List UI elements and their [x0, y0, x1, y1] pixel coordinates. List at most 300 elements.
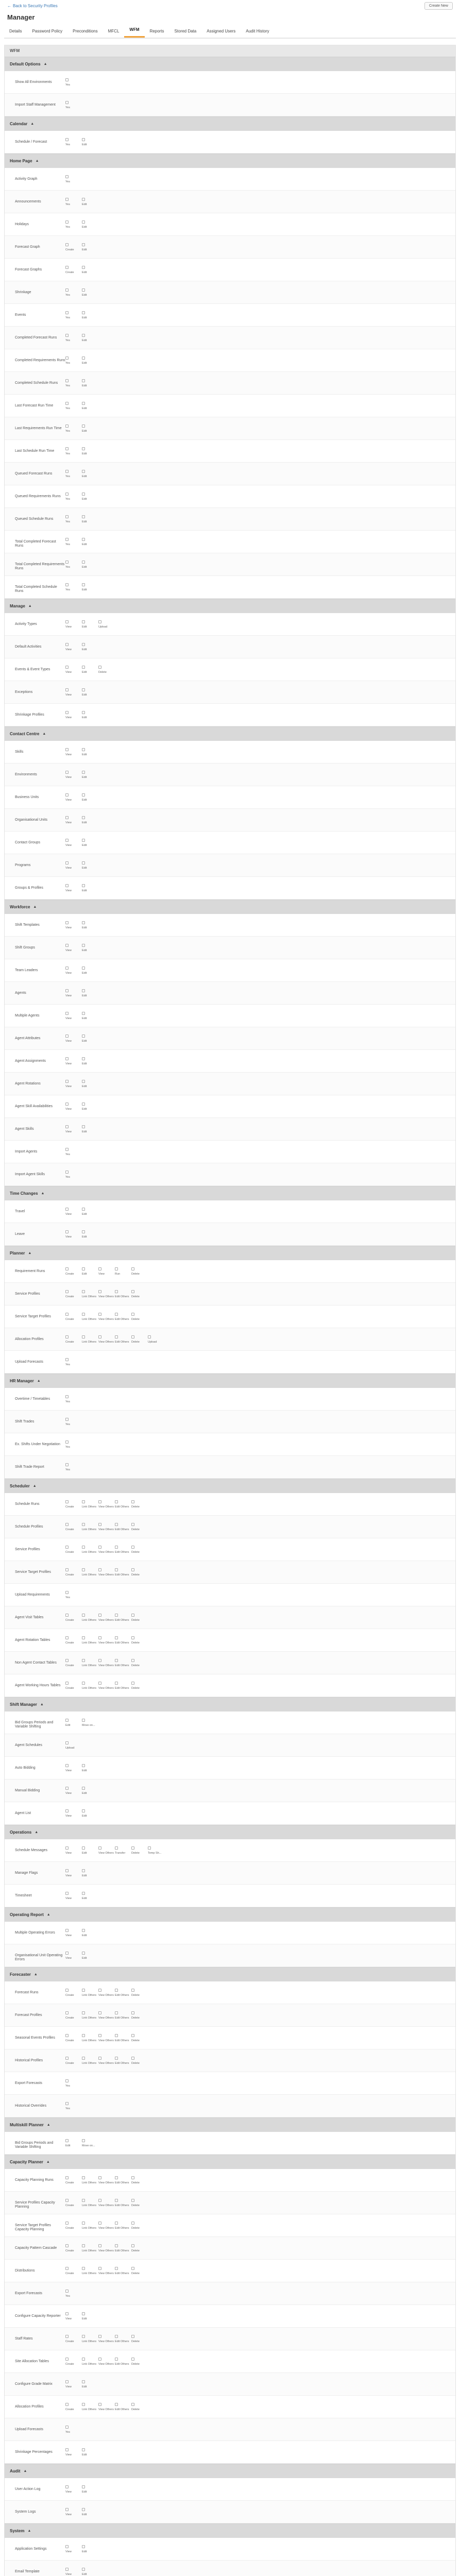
checkbox-box[interactable] — [115, 2011, 118, 2014]
permission-checkbox[interactable] — [98, 2034, 112, 2042]
permission-checkbox[interactable] — [82, 289, 95, 297]
group-header[interactable] — [5, 1967, 455, 1981]
permission-checkbox[interactable] — [65, 1171, 79, 1179]
checkbox-box[interactable] — [65, 967, 69, 970]
permission-checkbox[interactable] — [65, 2485, 79, 2494]
permission-checkbox[interactable] — [65, 2312, 79, 2320]
checkbox-box[interactable] — [65, 921, 69, 924]
group-header[interactable] — [5, 900, 455, 914]
checkbox-box[interactable] — [82, 688, 85, 691]
permission-checkbox[interactable] — [115, 2011, 128, 2020]
checkbox-box[interactable] — [82, 2448, 85, 2451]
permission-checkbox[interactable] — [65, 1741, 79, 1750]
checkbox-box[interactable] — [65, 1080, 69, 1083]
checkbox-box[interactable] — [65, 688, 69, 691]
checkbox-box[interactable] — [65, 1591, 69, 1594]
permission-checkbox[interactable] — [115, 2199, 128, 2207]
checkbox-box[interactable] — [82, 1952, 85, 1955]
chevron-up-icon[interactable]: ▲ — [46, 2160, 50, 2164]
checkbox-box[interactable] — [65, 2244, 69, 2247]
permission-checkbox[interactable] — [82, 1892, 95, 1900]
permission-checkbox[interactable] — [65, 1125, 79, 1133]
chevron-up-icon[interactable]: ▲ — [33, 1973, 38, 1976]
checkbox-box[interactable] — [98, 1267, 101, 1270]
checkbox-box[interactable] — [82, 1809, 85, 1812]
checkbox-box[interactable] — [98, 666, 101, 669]
checkbox-box[interactable] — [82, 1208, 85, 1211]
checkbox-box[interactable] — [65, 470, 69, 473]
checkbox-box[interactable] — [82, 2267, 85, 2270]
checkbox-box[interactable] — [82, 1546, 85, 1549]
permission-checkbox[interactable] — [65, 1440, 79, 1449]
tab-assigned-users[interactable]: Assigned Users — [207, 29, 236, 33]
checkbox-box[interactable] — [65, 1809, 69, 1812]
permission-checkbox[interactable] — [115, 1290, 128, 1298]
checkbox-box[interactable] — [65, 2545, 69, 2548]
permission-checkbox[interactable] — [65, 2403, 79, 2411]
permission-checkbox[interactable] — [115, 1659, 128, 1667]
group-header[interactable] — [5, 2117, 455, 2132]
checkbox-box[interactable] — [98, 2222, 101, 2225]
permission-checkbox[interactable] — [65, 748, 79, 756]
checkbox-box[interactable] — [65, 643, 69, 646]
checkbox-box[interactable] — [98, 2358, 101, 2361]
tab-details[interactable]: Details — [9, 29, 22, 33]
checkbox-box[interactable] — [65, 2139, 69, 2142]
checkbox-box[interactable] — [65, 816, 69, 819]
permission-checkbox[interactable] — [82, 2267, 95, 2275]
checkbox-box[interactable] — [65, 1125, 69, 1128]
checkbox-box[interactable] — [65, 1869, 69, 1872]
checkbox-box[interactable] — [82, 944, 85, 947]
permission-checkbox[interactable] — [65, 2176, 79, 2184]
checkbox-box[interactable] — [131, 1335, 134, 1338]
chevron-up-icon[interactable]: ▲ — [40, 1703, 44, 1706]
permission-checkbox[interactable] — [65, 771, 79, 779]
permission-checkbox[interactable] — [82, 989, 95, 997]
permission-checkbox[interactable] — [131, 1546, 145, 1554]
checkbox-box[interactable] — [115, 1568, 118, 1571]
permission-checkbox[interactable] — [65, 989, 79, 997]
checkbox-box[interactable] — [65, 1614, 69, 1617]
checkbox-box[interactable] — [65, 2079, 69, 2082]
checkbox-box[interactable] — [115, 1659, 118, 1662]
checkbox-box[interactable] — [65, 515, 69, 518]
permission-checkbox[interactable] — [82, 1103, 95, 1111]
group-header[interactable] — [5, 57, 455, 71]
permission-checkbox[interactable] — [98, 2403, 112, 2411]
permission-checkbox[interactable] — [115, 1523, 128, 1531]
checkbox-box[interactable] — [65, 379, 69, 382]
chevron-up-icon[interactable]: ▲ — [41, 1192, 45, 1195]
create-new-button[interactable]: Create New — [424, 2, 453, 10]
permission-checkbox[interactable] — [65, 1080, 79, 1088]
checkbox-box[interactable] — [65, 2335, 69, 2338]
permission-checkbox[interactable] — [82, 1787, 95, 1795]
permission-checkbox[interactable] — [82, 1290, 95, 1298]
permission-checkbox[interactable] — [98, 2358, 112, 2366]
permission-checkbox[interactable] — [65, 402, 79, 410]
permission-checkbox[interactable] — [65, 921, 79, 929]
permission-checkbox[interactable] — [65, 688, 79, 697]
permission-checkbox[interactable] — [82, 2244, 95, 2252]
checkbox-box[interactable] — [115, 1335, 118, 1338]
group-header[interactable] — [5, 2523, 455, 2538]
permission-checkbox[interactable] — [82, 538, 95, 546]
checkbox-box[interactable] — [82, 2199, 85, 2202]
permission-checkbox[interactable] — [65, 2508, 79, 2516]
chevron-up-icon[interactable]: ▲ — [23, 2469, 27, 2473]
chevron-up-icon[interactable]: ▲ — [33, 905, 37, 909]
permission-checkbox[interactable] — [82, 2380, 95, 2388]
permission-checkbox[interactable] — [82, 470, 95, 478]
checkbox-box[interactable] — [65, 1395, 69, 1398]
checkbox-box[interactable] — [98, 2244, 101, 2247]
permission-checkbox[interactable] — [82, 1523, 95, 1531]
checkbox-box[interactable] — [65, 1290, 69, 1293]
checkbox-box[interactable] — [65, 1171, 69, 1174]
checkbox-box[interactable] — [98, 2335, 101, 2338]
checkbox-box[interactable] — [82, 2244, 85, 2247]
checkbox-box[interactable] — [65, 583, 69, 586]
permission-checkbox[interactable] — [82, 311, 95, 319]
checkbox-box[interactable] — [82, 1290, 85, 1293]
permission-checkbox[interactable] — [65, 1952, 79, 1960]
permission-checkbox[interactable] — [115, 2176, 128, 2184]
checkbox-box[interactable] — [98, 1313, 101, 1316]
permission-checkbox[interactable] — [82, 2011, 95, 2020]
permission-checkbox[interactable] — [65, 2290, 79, 2298]
chevron-up-icon[interactable]: ▲ — [35, 1831, 39, 1834]
permission-checkbox[interactable] — [65, 538, 79, 546]
permission-checkbox[interactable] — [115, 1335, 128, 1344]
permission-checkbox[interactable] — [65, 221, 79, 229]
checkbox-box[interactable] — [65, 1846, 69, 1850]
permission-checkbox[interactable] — [82, 1208, 95, 1216]
checkbox-box[interactable] — [65, 1440, 69, 1444]
checkbox-box[interactable] — [82, 2139, 85, 2142]
permission-checkbox[interactable] — [65, 1719, 79, 1727]
checkbox-box[interactable] — [115, 2222, 118, 2225]
checkbox-box[interactable] — [82, 289, 85, 292]
permission-checkbox[interactable] — [65, 2034, 79, 2042]
checkbox-box[interactable] — [82, 493, 85, 496]
permission-checkbox[interactable] — [82, 1659, 95, 1667]
group-header[interactable] — [5, 2464, 455, 2478]
checkbox-box[interactable] — [98, 1290, 101, 1293]
permission-checkbox[interactable] — [65, 1846, 79, 1855]
checkbox-box[interactable] — [82, 620, 85, 623]
checkbox-box[interactable] — [65, 538, 69, 541]
permission-checkbox[interactable] — [131, 2011, 145, 2020]
permission-checkbox[interactable] — [98, 1568, 112, 1577]
permission-checkbox[interactable] — [65, 175, 79, 183]
checkbox-box[interactable] — [65, 2568, 69, 2571]
checkbox-box[interactable] — [65, 711, 69, 714]
checkbox-box[interactable] — [65, 1787, 69, 1790]
permission-checkbox[interactable] — [65, 1035, 79, 1043]
checkbox-box[interactable] — [65, 1463, 69, 1466]
back-link[interactable] — [7, 4, 58, 8]
tab-stored-data[interactable]: Stored Data — [174, 29, 197, 33]
checkbox-box[interactable] — [65, 1335, 69, 1338]
checkbox-box[interactable] — [115, 1290, 118, 1293]
chevron-up-icon[interactable]: ▲ — [28, 1251, 32, 1255]
group-header[interactable] — [5, 1825, 455, 1839]
checkbox-box[interactable] — [65, 2508, 69, 2511]
checkbox-box[interactable] — [82, 1267, 85, 1270]
permission-checkbox[interactable] — [131, 1659, 145, 1667]
checkbox-box[interactable] — [65, 138, 69, 141]
checkbox-box[interactable] — [65, 289, 69, 292]
permission-checkbox[interactable] — [65, 1313, 79, 1321]
checkbox-box[interactable] — [65, 2057, 69, 2060]
permission-checkbox[interactable] — [82, 2358, 95, 2366]
checkbox-box[interactable] — [65, 1103, 69, 1106]
permission-checkbox[interactable] — [65, 357, 79, 365]
checkbox-box[interactable] — [82, 839, 85, 842]
permission-checkbox[interactable] — [65, 1614, 79, 1622]
permission-checkbox[interactable] — [65, 1892, 79, 1900]
permission-checkbox[interactable] — [82, 1929, 95, 1937]
checkbox-box[interactable] — [82, 1335, 85, 1338]
checkbox-box[interactable] — [82, 1103, 85, 1106]
permission-checkbox[interactable] — [82, 334, 95, 342]
permission-checkbox[interactable] — [98, 1682, 112, 1690]
permission-checkbox[interactable] — [65, 447, 79, 455]
permission-checkbox[interactable] — [82, 1719, 95, 1727]
chevron-up-icon[interactable]: ▲ — [37, 1379, 41, 1383]
permission-checkbox[interactable] — [65, 1636, 79, 1645]
permission-checkbox[interactable] — [65, 2222, 79, 2230]
checkbox-box[interactable] — [65, 2403, 69, 2406]
checkbox-box[interactable] — [65, 1057, 69, 1060]
permission-checkbox[interactable] — [115, 1546, 128, 1554]
permission-checkbox[interactable] — [131, 2057, 145, 2065]
checkbox-box[interactable] — [65, 334, 69, 337]
checkbox-box[interactable] — [115, 2358, 118, 2361]
checkbox-box[interactable] — [131, 1614, 134, 1617]
checkbox-box[interactable] — [65, 1546, 69, 1549]
permission-checkbox[interactable] — [82, 425, 95, 433]
checkbox-box[interactable] — [131, 2222, 134, 2225]
checkbox-box[interactable] — [82, 2312, 85, 2315]
permission-checkbox[interactable] — [82, 1952, 95, 1960]
group-header[interactable] — [5, 2155, 455, 2169]
permission-checkbox[interactable] — [82, 2403, 95, 2411]
permission-checkbox[interactable] — [131, 1636, 145, 1645]
permission-checkbox[interactable] — [82, 921, 95, 929]
permission-checkbox[interactable] — [82, 688, 95, 697]
permission-checkbox[interactable] — [82, 1568, 95, 1577]
permission-checkbox[interactable] — [98, 1614, 112, 1622]
group-header[interactable] — [5, 1374, 455, 1388]
permission-checkbox[interactable] — [82, 1636, 95, 1645]
permission-checkbox[interactable] — [115, 1636, 128, 1645]
checkbox-box[interactable] — [115, 2244, 118, 2247]
permission-checkbox[interactable] — [115, 2222, 128, 2230]
permission-checkbox[interactable] — [115, 1682, 128, 1690]
permission-checkbox[interactable] — [98, 1636, 112, 1645]
checkbox-box[interactable] — [131, 1636, 134, 1639]
permission-checkbox[interactable] — [115, 1989, 128, 1997]
permission-checkbox[interactable] — [65, 1358, 79, 1366]
tab-reports[interactable]: Reports — [149, 29, 164, 33]
group-header[interactable] — [5, 1697, 455, 1711]
checkbox-box[interactable] — [131, 1267, 134, 1270]
checkbox-box[interactable] — [65, 243, 69, 246]
permission-checkbox[interactable] — [65, 379, 79, 387]
permission-checkbox[interactable] — [65, 334, 79, 342]
permission-checkbox[interactable] — [82, 666, 95, 674]
permission-checkbox[interactable] — [82, 884, 95, 892]
permission-checkbox[interactable] — [82, 944, 95, 952]
permission-checkbox[interactable] — [65, 583, 79, 591]
checkbox-box[interactable] — [82, 2358, 85, 2361]
checkbox-box[interactable] — [65, 266, 69, 269]
checkbox-box[interactable] — [65, 2222, 69, 2225]
permission-checkbox[interactable] — [98, 2011, 112, 2020]
permission-checkbox[interactable] — [131, 2176, 145, 2184]
checkbox-box[interactable] — [131, 1682, 134, 1685]
permission-checkbox[interactable] — [82, 1809, 95, 1818]
permission-checkbox[interactable] — [82, 643, 95, 651]
permission-checkbox[interactable] — [82, 1057, 95, 1065]
checkbox-box[interactable] — [65, 2176, 69, 2179]
permission-checkbox[interactable] — [65, 2267, 79, 2275]
checkbox-box[interactable] — [65, 1358, 69, 1361]
checkbox-box[interactable] — [82, 425, 85, 428]
permission-checkbox[interactable] — [82, 1846, 95, 1855]
checkbox-box[interactable] — [148, 1846, 151, 1850]
checkbox-box[interactable] — [65, 2034, 69, 2037]
checkbox-box[interactable] — [82, 1057, 85, 1060]
checkbox-box[interactable] — [82, 2568, 85, 2571]
checkbox-box[interactable] — [98, 1636, 101, 1639]
checkbox-box[interactable] — [98, 2011, 101, 2014]
permission-checkbox[interactable] — [65, 884, 79, 892]
checkbox-box[interactable] — [82, 138, 85, 141]
permission-checkbox[interactable] — [131, 1614, 145, 1622]
checkbox-box[interactable] — [65, 2267, 69, 2270]
checkbox-box[interactable] — [98, 1500, 101, 1503]
checkbox-box[interactable] — [115, 1614, 118, 1617]
checkbox-box[interactable] — [82, 1892, 85, 1895]
checkbox-box[interactable] — [131, 2403, 134, 2406]
permission-checkbox[interactable] — [98, 1267, 112, 1276]
permission-checkbox[interactable] — [98, 2335, 112, 2343]
checkbox-box[interactable] — [131, 2176, 134, 2179]
group-header[interactable] — [5, 1246, 455, 1260]
checkbox-box[interactable] — [82, 2222, 85, 2225]
checkbox-box[interactable] — [65, 2485, 69, 2488]
checkbox-box[interactable] — [82, 2545, 85, 2548]
checkbox-box[interactable] — [148, 1335, 151, 1338]
permission-checkbox[interactable] — [65, 78, 79, 87]
checkbox-box[interactable] — [131, 1523, 134, 1526]
permission-checkbox[interactable] — [115, 1614, 128, 1622]
chevron-up-icon[interactable]: ▲ — [35, 159, 39, 163]
checkbox-box[interactable] — [98, 2057, 101, 2060]
group-header[interactable] — [5, 1186, 455, 1200]
checkbox-box[interactable] — [65, 793, 69, 796]
checkbox-box[interactable] — [82, 884, 85, 887]
permission-checkbox[interactable] — [82, 493, 95, 501]
checkbox-box[interactable] — [115, 1636, 118, 1639]
checkbox-box[interactable] — [82, 1230, 85, 1233]
checkbox-box[interactable] — [65, 2011, 69, 2014]
permission-checkbox[interactable] — [65, 1764, 79, 1772]
permission-checkbox[interactable] — [98, 2199, 112, 2207]
checkbox-box[interactable] — [131, 1846, 134, 1850]
chevron-up-icon[interactable]: ▲ — [42, 732, 46, 736]
permission-checkbox[interactable] — [98, 620, 112, 629]
checkbox-box[interactable] — [131, 1659, 134, 1662]
permission-checkbox[interactable] — [65, 425, 79, 433]
checkbox-box[interactable] — [82, 1080, 85, 1083]
permission-checkbox[interactable] — [65, 289, 79, 297]
permission-checkbox[interactable] — [98, 2267, 112, 2275]
checkbox-box[interactable] — [65, 402, 69, 405]
checkbox-box[interactable] — [65, 1418, 69, 1421]
checkbox-box[interactable] — [131, 1568, 134, 1571]
checkbox-box[interactable] — [82, 2508, 85, 2511]
permission-checkbox[interactable] — [65, 243, 79, 251]
checkbox-box[interactable] — [82, 1125, 85, 1128]
checkbox-box[interactable] — [131, 1290, 134, 1293]
checkbox-box[interactable] — [82, 2011, 85, 2014]
checkbox-box[interactable] — [82, 1682, 85, 1685]
permission-checkbox[interactable] — [82, 1500, 95, 1509]
permission-checkbox[interactable] — [82, 816, 95, 824]
checkbox-box[interactable] — [82, 1989, 85, 1992]
checkbox-box[interactable] — [82, 666, 85, 669]
permission-checkbox[interactable] — [65, 620, 79, 629]
checkbox-box[interactable] — [82, 1719, 85, 1722]
permission-checkbox[interactable] — [65, 1418, 79, 1426]
permission-checkbox[interactable] — [82, 379, 95, 387]
checkbox-box[interactable] — [82, 198, 85, 201]
checkbox-box[interactable] — [82, 967, 85, 970]
checkbox-box[interactable] — [82, 538, 85, 541]
permission-checkbox[interactable] — [98, 2222, 112, 2230]
checkbox-box[interactable] — [65, 493, 69, 496]
permission-checkbox[interactable] — [131, 2222, 145, 2230]
permission-checkbox[interactable] — [82, 861, 95, 870]
permission-checkbox[interactable] — [65, 861, 79, 870]
permission-checkbox[interactable] — [65, 2448, 79, 2456]
checkbox-box[interactable] — [65, 1682, 69, 1685]
permission-checkbox[interactable] — [98, 2176, 112, 2184]
checkbox-box[interactable] — [82, 1523, 85, 1526]
permission-checkbox[interactable] — [98, 1335, 112, 1344]
permission-checkbox[interactable] — [82, 1989, 95, 1997]
permission-checkbox[interactable] — [65, 2199, 79, 2207]
checkbox-box[interactable] — [115, 2034, 118, 2037]
permission-checkbox[interactable] — [65, 967, 79, 975]
checkbox-box[interactable] — [82, 1846, 85, 1850]
checkbox-box[interactable] — [82, 1869, 85, 1872]
checkbox-box[interactable] — [82, 1659, 85, 1662]
permission-checkbox[interactable] — [82, 1267, 95, 1276]
permission-checkbox[interactable] — [65, 2011, 79, 2020]
permission-checkbox[interactable] — [65, 2545, 79, 2553]
checkbox-box[interactable] — [65, 2290, 69, 2293]
checkbox-box[interactable] — [65, 311, 69, 314]
permission-checkbox[interactable] — [65, 1989, 79, 1997]
tab-preconditions[interactable]: Preconditions — [73, 29, 98, 33]
checkbox-box[interactable] — [98, 2176, 101, 2179]
